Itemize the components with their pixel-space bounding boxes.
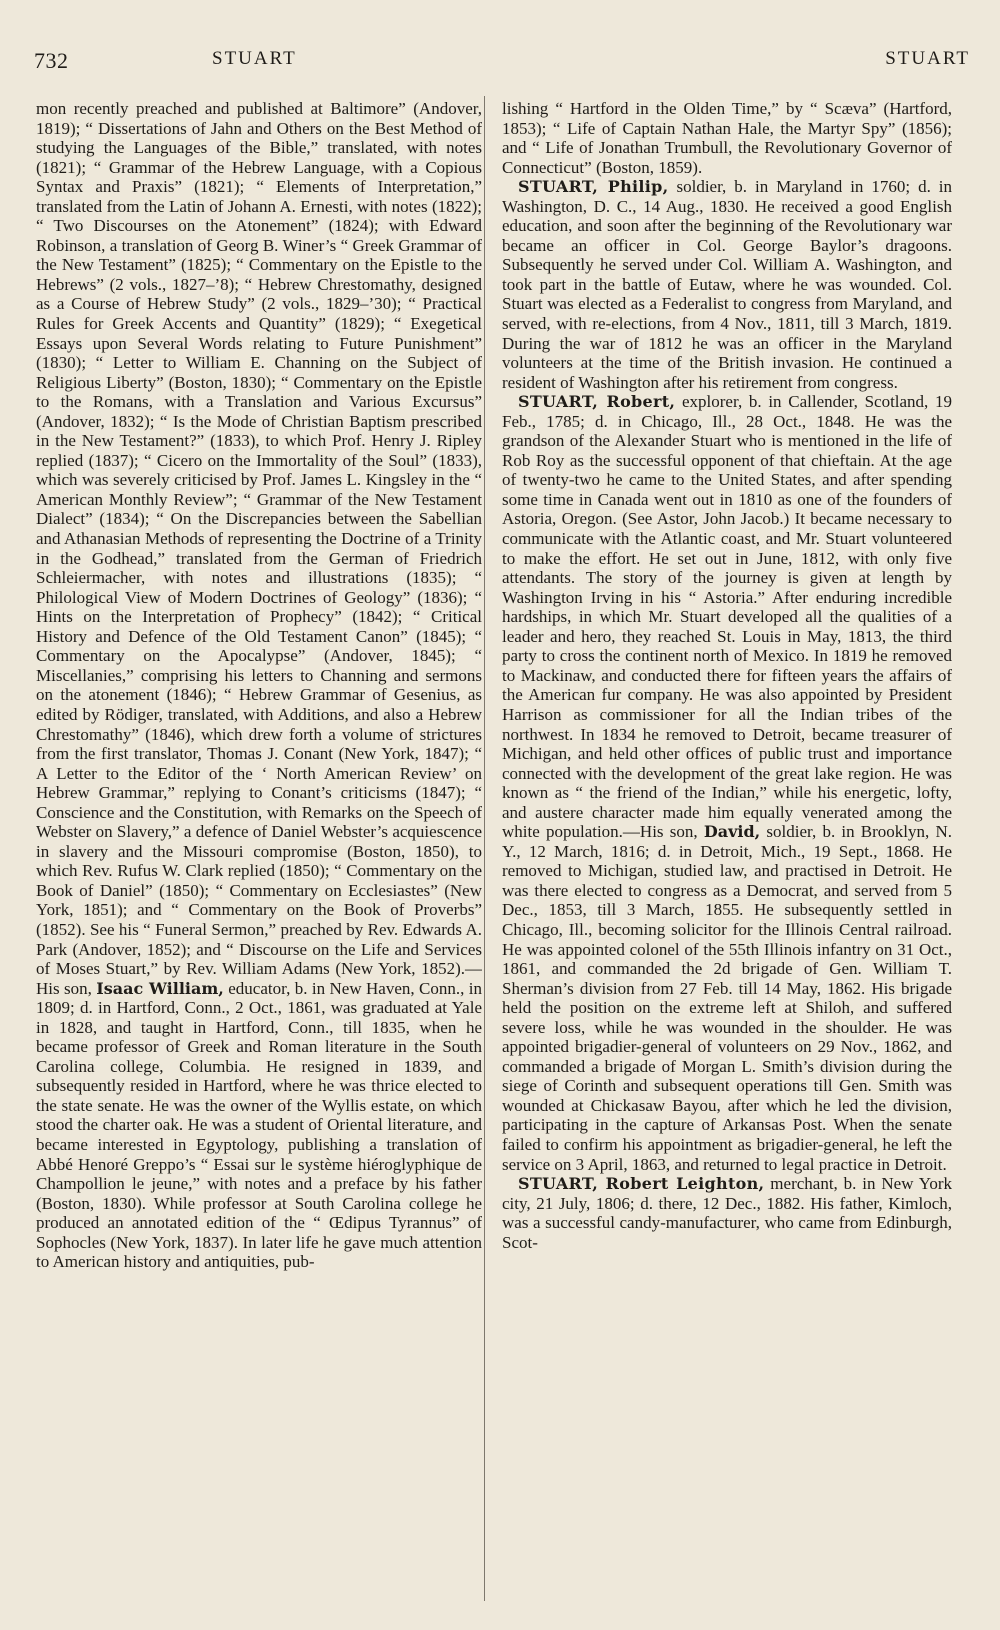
entry-text: merchant, b. in New York city, 21 July, 1806; d. there, 12 Dec., 1882. His father, Kimloch, was a successful candy-manufacturer, who came from Edinburgh, Scot- xyxy=(502,1174,952,1252)
headword-david: David, xyxy=(703,822,761,842)
paragraph-isaac-continued xyxy=(502,99,952,177)
page-number: 732 xyxy=(34,48,69,73)
running-head-right: STUART xyxy=(885,48,970,69)
left-column xyxy=(36,99,482,1599)
entry-robert-leighton-stuart xyxy=(502,1174,952,1252)
headword-robert-leighton-stuart: STUART, Robert Leighton, xyxy=(518,1174,765,1194)
column-divider xyxy=(484,96,485,1601)
page-header xyxy=(34,48,970,78)
entry-text: explorer, b. in Callender, Scotland, 19 Feb., 1785; d. in Chicago, Ill., 28 Oct., 1848. He was the grandson of the Alexander Stuart who is mentioned in the life of Rob Roy as the successful opponent of that chieftain. At the age of twenty-two he came to the United States, and after spending some time in Canada went out in 1810 as one of the founders of Astoria, Oregon. (See Astor, John Jacob.) It became necessary to communicate with the Atlantic coast, and Mr. Stuart volunteered to make the effort. He set out in June, 1812, with only five attendants. The story of the journey is given at length by Washington Irving in his “ Astoria.” After enduring incredible hardships, in which Mr. Stuart developed all the qualities of a leader and hero, they reached St. Louis in May, 1813, the third party to cross the continent north of Mexico. In 1819 he removed to Mackinaw, and conducted there for fifteen years the affairs of the American fur company. He was also appointed by President Harrison as commissioner for all the Indian tribes of the northwest. In 1834 he removed to Detroit, became treasurer of Michigan, and held other offices of public trust and importance connected with the development of the great lake region. He was known as “ the friend of the Indian,” while his energetic, lofty, and austere character made him equally venerated among the white population.—His son, xyxy=(502,392,952,842)
right-column xyxy=(502,99,952,1599)
paragraph-text: mon recently preached and published at Baltimore” (Andover, 1819); “ Dissertations of Jahn and Others on the Best Method of studying the Languages of the Bible,” translated, with notes (1821); “ Grammar of the Hebrew Language, with a Copious Syntax and Praxis” (1821); “ Elements of Interpretation,” translated from the Latin of Johann A. Ernesti, with notes (1822); “ Two Discourses on the Atonement” (1824); with Edward Robinson, a translation of Georg B. Winer’s “ Greek Grammar of the New Testament” (1825); “ Commentary on the Epistle to the Hebrews” (2 vols., 1827–’8); “ Hebrew Chrestomathy, designed as a Course of Hebrew Study” (2 vols., 1829–’30); “ Practical Rules for Greek Accents and Quantity” (1829); “ Exegetical Essays upon Several Words relating to Future Punishment” (1830); “ Letter to William E. Channing on the Subject of Religious Liberty” (Boston, 1830); “ Commentary on the Epistle to the Romans, with a Translation and Various Excursus” (Andover, 1832); “ Is the Mode of Christian Baptism prescribed in the New Testament?” (1833), to which Prof. Henry J. Ripley replied (1837); “ Cicero on the Immortality of the Soul” (1833), which was severely criticised by Prof. James L. Kingsley in the “ American Monthly Review”; “ Grammar of the New Testament Dialect” (1834); “ On the Discrepancies between the Sabellian and Athanasian Methods of representing the Doctrine of a Trinity in the Godhead,” translated from the German of Friedrich Schleiermacher, with notes and illustrations (1835); “ Philological View of Modern Doctrines of Geology” (1836); “ Hints on the Interpretation of Prophecy” (1842); “ Critical History and Defence of the Old Testament Canon” (1845); “ Commentary on the Apocalypse” (Andover, 1845); “ Miscellanies,” comprising his letters to Channing and sermons on the atonement (1846); “ Hebrew Grammar of Gesenius, as edited by Rödiger, translated, with Additions, and also a Hebrew Chrestomathy” (1846), which drew forth a volume of strictures from the first translator, Thomas J. Conant (New York, 1847); “ A Letter to the Editor of the ‘ North American Review’ on Hebrew Grammar,” replying to Conant’s criticisms (1847); “ Conscience and the Constitution, with Remarks on the Speech of Webster on Slavery,” a defence of Daniel Webster’s acquiescence in slavery and the Missouri compromise (Boston, 1850), to which Rev. Rufus W. Clark replied (1850); “ Commentary on the Book of Daniel” (1850); “ Commentary on Ecclesiastes” (New York, 1851); and “ Commentary on the Book of Proverbs” (1852). See his “ Funeral Sermon,” preached by Rev. Edwards A. Park (Andover, 1852); and “ Discourse on the Life and Services of Moses Stuart,” by Rev. William Adams (New York, 1852).—His son, xyxy=(36,99,482,998)
paragraph-text: educator, b. in New Haven, Conn., in 1809; d. in Hartford, Conn., 2 Oct., 1861, was graduated at Yale in 1828, and taught in Hartford, Conn., till 1835, when he became professor of Greek and Roman literature in the South Carolina college, Columbia. He resigned in 1839, and subsequently resided in Hartford, where he was thrice elected to the state senate. He was the owner of the Wyllis estate, on which stood the charter oak. He was a student of Oriental literature, and became interested in Egyptology, publishing a translation of Abbé Henoré Greppo’s “ Essai sur le système hiéroglyphique de Champollion le jeune,” with notes and a preface by his father (Boston, 1830). While professor at South Carolina college he produced an annotated edition of the “ Œdipus Tyrannus” of Sophocles (New York, 1837). In later life he gave much attention to American history and antiquities, pub- xyxy=(36,978,482,1272)
paragraph-text: lishing “ Hartford in the Olden Time,” by “ Scæva” (Hartford, 1853); “ Life of Captain Nathan Hale, the Martyr Spy” (1856); and “ Life of Jonathan Trumbull, the Revolutionary Governor of Connecticut” (Boston, 1859). xyxy=(502,99,952,177)
headword-isaac-william: Isaac William, xyxy=(96,978,224,998)
headword-robert-stuart: STUART, Robert, xyxy=(518,392,676,412)
entry-philip-stuart xyxy=(502,177,952,392)
headword-philip-stuart: STUART, Philip, xyxy=(518,177,669,197)
running-head-left: STUART xyxy=(212,48,297,69)
entry-text: soldier, b. in Brooklyn, N. Y., 12 March, 1816; d. in Detroit, Mich., 19 Sept., 1868. He removed to Michigan, studied law, and practised in Detroit. He was there elected to congress as a Democrat, and served from 5 Dec., 1853, till 3 March, 1855. He subsequently settled in Chicago, Ill., becoming solicitor for the Illinois Central railroad. He was appointed colonel of the 55th Illinois infantry on 31 Oct., 1861, and commanded the 2d brigade of Gen. William T. Sherman’s division from 27 Feb. till 14 May, 1862. His brigade held the position on the extreme left at Shiloh, and suffered severe loss, while he was wounded in the shoulder. He was appointed brigadier-general of volunteers on 29 Nov., 1862, and commanded a brigade of Morgan L. Smith’s division during the siege of Corinth and subsequent operations till Gen. Smith was wounded at Chickasaw Bayou, after which he led the division, participating in the capture of Arkansas Post. When the senate failed to confirm his appointment as brigadier-general, he left the service on 3 April, 1863, and returned to legal practice in Detroit. xyxy=(502,822,952,1174)
entry-text: soldier, b. in Maryland in 1760; d. in Washington, D. C., 14 Aug., 1830. He received a good English education, and soon after the beginning of the Revolutionary war became an officer in Col. George Baylor’s dragoons. Subsequently he served under Col. William A. Washington, and took part in the battle of Eutaw, where he was wounded. Col. Stuart was elected as a Federalist to congress from Maryland, and served, with re-elections, from 4 Nov., 1811, till 3 March, 1819. During the war of 1812 he was an officer in the Maryland volunteers at the time of the British invasion. He continued a resident of Washington after his retirement from congress. xyxy=(502,177,952,392)
paragraph-moses-stuart-works xyxy=(36,99,482,1272)
entry-robert-stuart xyxy=(502,392,952,1174)
